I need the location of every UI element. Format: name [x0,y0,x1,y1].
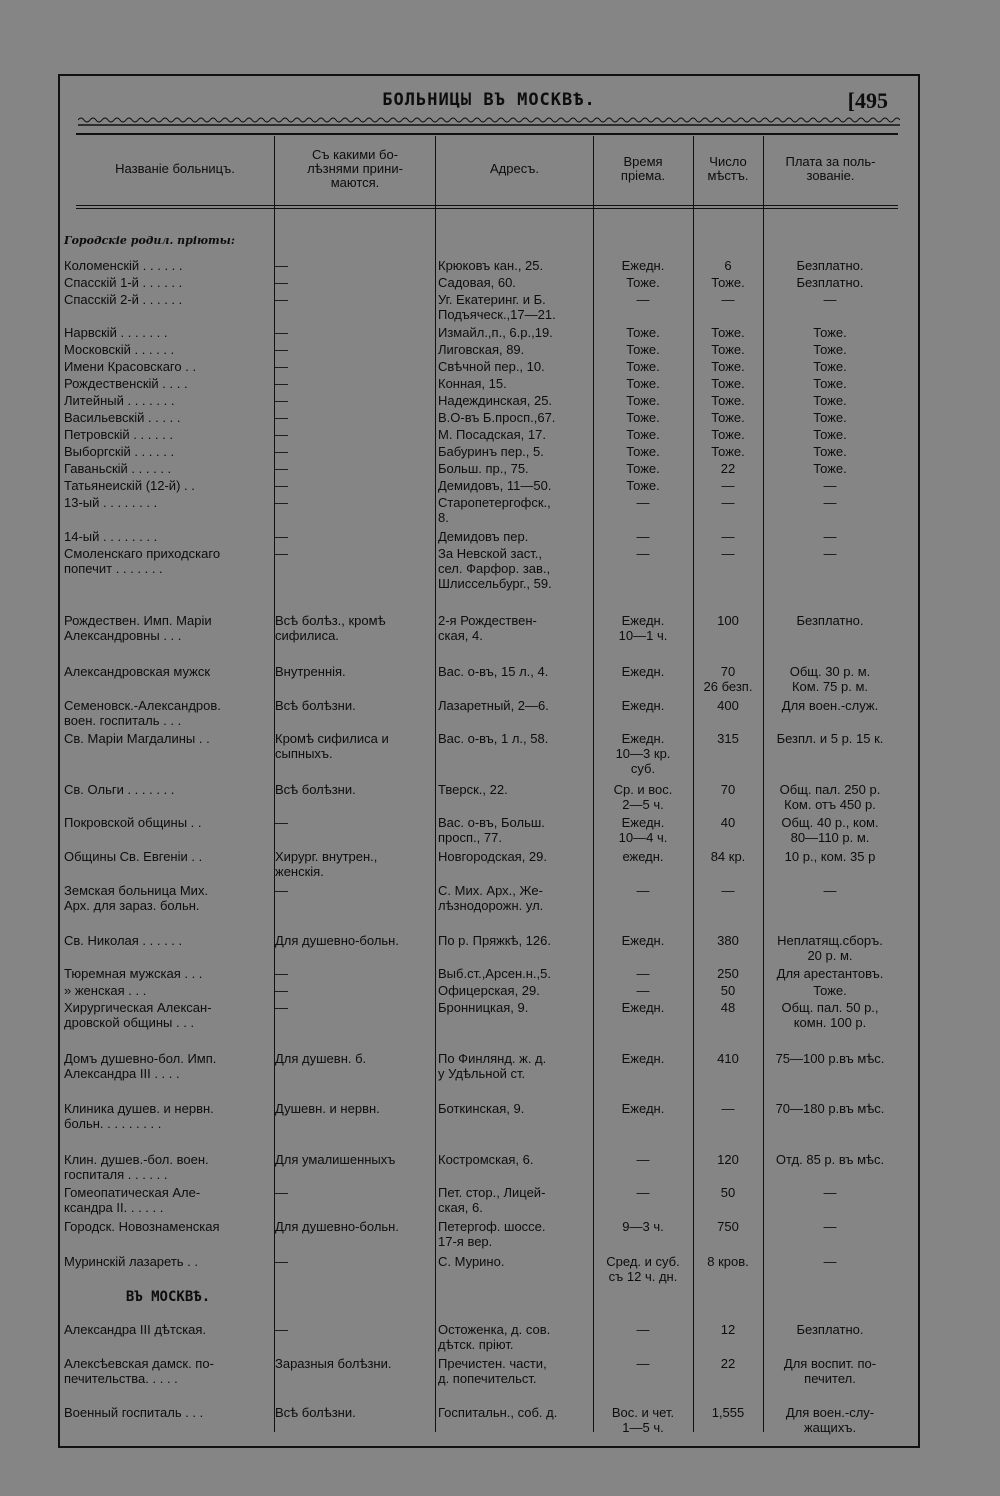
table-row-34-address: С. Мурино. [438,1254,505,1269]
table-row-20-address: Вас. о-въ, 1 л., 58. [438,731,549,746]
table-row-27-address: Офицерская, 29. [438,983,540,998]
table-row-20-admitted-diseases: Кромѣ сифилиса и сыпныхъ. [275,731,389,761]
table-row-10-address: М. Посадская, 17. [438,427,546,442]
table-row-18-address: Вас. о-въ, 15 л., 4. [438,664,549,679]
table-row-17-admitted-diseases: Всѣ болѣз., кромѣ сифилиса. [275,613,386,643]
table-row-21-address: Тверск., 22. [438,782,508,797]
table-row-3-address: Уг. Екатеринг. и Б. Подъяческ.,17—21. [438,292,556,322]
table-row-29-bed-count: 410 [717,1051,739,1066]
column-header-fee: Плата за поль- зованіе. [785,154,876,183]
table-row-12-address: Больш. пр., 75. [438,461,529,476]
table-row-9-reception-time: Тоже. [626,410,660,425]
table-row-16-admitted-diseases: — [275,546,288,561]
table-row-30-hospital-name: Клиника душев. и нервн. больн. . . . . . . . . [64,1101,214,1131]
table-row-14-fee: — [823,495,837,510]
table-row-23-fee: 10 р., ком. 35 р [784,849,876,864]
table-row-12-reception-time: Тоже. [626,461,660,476]
table-row-1-hospital-name: Коломенскій . . . . . . [64,258,183,273]
table-row-31-fee: Отд. 85 р. въ мѣс. [775,1152,885,1167]
table-row-18-reception-time: Ежедн. [621,664,665,679]
table-row-10-admitted-diseases: — [275,427,288,442]
table-row-6-admitted-diseases: — [275,359,288,374]
table-row-19-reception-time: Ежедн. [621,698,665,713]
table-row-10-fee: Тоже. [813,427,847,442]
table-row-34-admitted-diseases: — [275,1254,288,1269]
table-row-9-bed-count: Тоже. [711,410,745,425]
column-rule [593,136,594,1432]
table-row-32-bed-count: 50 [720,1185,736,1200]
table-row-36-reception-time: — [636,1356,650,1371]
table-row-19-admitted-diseases: Всѣ болѣзни. [275,698,356,713]
table-row-3-hospital-name: Спасскій 2-й . . . . . . [64,292,183,307]
table-row-34-reception-time: Сред. и суб. съ 12 ч. дн. [606,1254,680,1284]
table-row-18-hospital-name: Александровская мужск [64,664,211,679]
table-row-26-bed-count: 250 [717,966,739,981]
table-row-23-bed-count: 84 кр. [710,849,746,864]
table-row-28-bed-count: 48 [720,1000,736,1015]
table-row-12-hospital-name: Гаваньскій . . . . . . [64,461,172,476]
table-row-7-hospital-name: Рождественскій . . . . [64,376,188,391]
table-row-7-fee: Тоже. [813,376,847,391]
table-row-26-reception-time: — [636,966,650,981]
table-row-5-fee: Тоже. [813,342,847,357]
table-row-12-admitted-diseases: — [275,461,288,476]
table-row-11-fee: Тоже. [813,444,847,459]
table-row-9-address: В.О-въ Б.просп.,67. [438,410,556,425]
table-row-2-hospital-name: Спасскій 1-й . . . . . . [64,275,183,290]
table-row-3-bed-count: — [721,292,735,307]
column-header-address: Адресъ. [490,161,539,176]
table-row-1-bed-count: 6 [724,258,732,273]
table-row-5-admitted-diseases: — [275,342,288,357]
table-row-19-fee: Для воен.-служ. [781,698,879,713]
table-row-33-reception-time: 9—3 ч. [622,1219,664,1234]
table-row-2-bed-count: Тоже. [711,275,745,290]
table-row-36-fee: Для воспит. по- печител. [783,1356,877,1386]
table-row-20-fee: Безпл. и 5 р. 15 к. [776,731,884,746]
page-header [60,80,918,126]
table-row-21-fee: Общ. пал. 250 р. Ком. отъ 450 р. [779,782,881,812]
table-row-5-reception-time: Тоже. [626,342,660,357]
table-row-2-fee: Безплатно. [796,275,864,290]
table-row-21-reception-time: Ср. и вос. 2—5 ч. [613,782,673,812]
table-row-8-address: Надеждинская, 25. [438,393,553,408]
table-row-8-hospital-name: Литейный . . . . . . . [64,393,175,408]
table-row-17-reception-time: Ежедн. 10—1 ч. [618,613,668,643]
table-row-33-fee: — [823,1219,837,1234]
table-row-33-hospital-name: Городск. Новознаменская [64,1219,220,1234]
table-row-11-admitted-diseases: — [275,444,288,459]
table-row-26-hospital-name: Тюремная мужская . . . [64,966,203,981]
table-row-8-bed-count: Тоже. [711,393,745,408]
table-row-36-bed-count: 22 [720,1356,736,1371]
table-row-16-bed-count: — [721,546,735,561]
table-row-4-bed-count: Тоже. [711,325,745,340]
table-row-35-fee: Безплатно. [796,1322,864,1337]
table-row-16-reception-time: — [636,546,650,561]
table-row-24-bed-count: — [721,883,735,898]
table-row-37-reception-time: Вос. и чет. 1—5 ч. [611,1405,675,1435]
table-row-27-admitted-diseases: — [275,983,288,998]
table-row-21-bed-count: 70 [720,782,736,797]
table-row-22-admitted-diseases: — [275,815,288,830]
column-header-name: Названіе больницъ. [115,161,235,176]
table-row-6-reception-time: Тоже. [626,359,660,374]
table-row-32-admitted-diseases: — [275,1185,288,1200]
table-row-14-reception-time: — [636,495,650,510]
table-row-8-admitted-diseases: — [275,393,288,408]
table-row-34-fee: — [823,1254,837,1269]
table-row-28-reception-time: Ежедн. [621,1000,665,1015]
table-row-34-bed-count: 8 кров. [707,1254,749,1269]
table-row-6-bed-count: Тоже. [711,359,745,374]
table-row-25-fee: Неплатящ.сборъ. 20 р. м. [777,933,883,963]
table-row-15-reception-time: — [636,529,650,544]
table-row-24-address: С. Мих. Арх., Же- лѣзнодорожн. ул. [438,883,544,913]
table-row-37-bed-count: 1,555 [711,1405,745,1420]
table-row-15-fee: — [823,529,837,544]
table-row-3-reception-time: — [636,292,650,307]
table-row-35-hospital-name: Александра III дѣтская. [64,1322,207,1337]
table-row-7-address: Конная, 15. [438,376,507,391]
table-row-2-address: Садовая, 60. [438,275,516,290]
table-row-15-hospital-name: 14-ый . . . . . . . . [64,529,158,544]
table-row-11-reception-time: Тоже. [626,444,660,459]
table-row-2-admitted-diseases: — [275,275,288,290]
table-row-18-fee: Общ. 30 р. м. Ком. 75 р. м. [789,664,871,694]
table-row-23-admitted-diseases: Хирург. внутрен., женскія. [275,849,378,879]
table-row-20-hospital-name: Св. Маріи Магдалины . . [64,731,210,746]
table-row-11-bed-count: Тоже. [711,444,745,459]
table-row-18-admitted-diseases: Внутреннія. [275,664,346,679]
table-row-25-bed-count: 380 [717,933,739,948]
table-row-13-reception-time: Тоже. [626,478,660,493]
table-row-21-hospital-name: Св. Ольги . . . . . . . [64,782,175,797]
table-row-1-reception-time: Ежедн. [621,258,665,273]
table-row-31-admitted-diseases: Для умалишенныхъ [275,1152,396,1167]
table-row-16-hospital-name: Смоленскаго приходскаго попечит . . . . . . . [64,546,221,576]
table-row-20-bed-count: 315 [717,731,739,746]
table-row-35-address: Остоженка, д. сов. дѣтск. пріют. [438,1322,551,1352]
header-top-rule [76,133,898,135]
table-row-15-address: Демидовъ пер. [438,529,529,544]
table-row-7-reception-time: Тоже. [626,376,660,391]
table-row-11-address: Бабуринъ пер., 5. [438,444,544,459]
table-row-13-bed-count: — [721,478,735,493]
page-number: [495 [847,88,888,113]
table-row-37-admitted-diseases: Всѣ болѣзни. [275,1405,356,1420]
table-row-19-hospital-name: Семеновск.-Александров. воен. госпиталь . . . [64,698,221,728]
table-row-36-admitted-diseases: Заразныя болѣзни. [275,1356,392,1371]
table-row-35-bed-count: 12 [720,1322,736,1337]
column-header-time: Время пріема. [620,154,666,183]
table-row-2-reception-time: Тоже. [626,275,660,290]
page-title: БОЛЬНИЦЫ ВЪ МОСКВѢ. [382,90,596,110]
table-row-37-address: Госпитальн., соб. д. [438,1405,558,1420]
table-row-31-hospital-name: Клин. душев.-бол. воен. госпиталя . . . . . . [64,1152,209,1182]
table-row-6-fee: Тоже. [813,359,847,374]
table-row-33-admitted-diseases: Для душевно-больн. [275,1219,399,1234]
table-row-13-admitted-diseases: — [275,478,288,493]
table-row-31-bed-count: 120 [717,1152,739,1167]
decorative-wave-rule [78,116,900,126]
table-row-27-bed-count: 50 [720,983,736,998]
table-row-15-admitted-diseases: — [275,529,288,544]
table-row-8-fee: Тоже. [813,393,847,408]
table-row-22-hospital-name: Покровской общины . . [64,815,202,830]
table-row-31-reception-time: — [636,1152,650,1167]
table-row-17-hospital-name: Рождествен. Имп. Маріи Александровны . . . [64,613,212,643]
table-row-4-address: Измайл.,п., 6.р.,19. [438,325,553,340]
table-row-1-fee: Безплатно. [796,258,864,273]
table-row-29-hospital-name: Домъ душевно-бол. Имп. Александра III . . . . [64,1051,217,1081]
table-row-23-address: Новгородская, 29. [438,849,548,864]
table-row-6-address: Свѣчной пер., 10. [438,359,545,374]
table-row-10-bed-count: Тоже. [711,427,745,442]
table-row-21-admitted-diseases: Всѣ болѣзни. [275,782,356,797]
table-row-30-reception-time: Ежедн. [621,1101,665,1116]
table-row-22-address: Вас. о-въ, Больш. просп., 77. [438,815,545,845]
table-row-30-address: Боткинская, 9. [438,1101,525,1116]
table-row-37-fee: Для воен.-слу- жащихъ. [785,1405,875,1435]
table-row-30-bed-count: — [721,1101,735,1116]
table-row-4-admitted-diseases: — [275,325,288,340]
table-row-6-hospital-name: Имени Красовскаго . . [64,359,197,374]
table-row-29-admitted-diseases: Для душевн. б. [275,1051,367,1066]
table-row-29-fee: 75—100 р.въ мѣс. [775,1051,885,1066]
table-row-30-admitted-diseases: Душевн. и нервн. [275,1101,380,1116]
table-row-36-hospital-name: Алексѣевская дамск. по- печительства. . . . . [64,1356,214,1386]
section-heading-city-shelters: Городскіе родил. пріюты: [64,234,235,247]
table-row-26-address: Выб.ст.,Арсен.н.,5. [438,966,551,981]
table-row-5-address: Лиговская, 89. [438,342,525,357]
table-row-14-bed-count: — [721,495,735,510]
table-row-10-hospital-name: Петровскій . . . . . . [64,427,173,442]
table-row-34-hospital-name: Муринскій лазареть . . [64,1254,199,1269]
table-row-9-hospital-name: Васильевскій . . . . . [64,410,181,425]
table-row-28-admitted-diseases: — [275,1000,288,1015]
table-row-8-reception-time: Тоже. [626,393,660,408]
table-row-9-fee: Тоже. [813,410,847,425]
table-row-5-hospital-name: Московскій . . . . . . [64,342,175,357]
table-row-17-fee: Безплатно. [796,613,864,628]
table-row-1-address: Крюковъ кан., 25. [438,258,544,273]
table-row-13-hospital-name: Татьянеискій (12-й) . . [64,478,195,493]
table-row-3-admitted-diseases: — [275,292,288,307]
header-bottom-rule [76,205,898,206]
table-row-17-bed-count: 100 [717,613,739,628]
table-row-32-reception-time: — [636,1185,650,1200]
table-row-29-reception-time: Ежедн. [621,1051,665,1066]
table-row-29-address: По Финлянд. ж. д. у Удѣльной ст. [438,1051,547,1081]
column-header-diseases: Съ какими бо- лѣзнями прини- маются. [307,147,403,190]
table-row-22-reception-time: Ежедн. 10—4 ч. [618,815,668,845]
table-row-17-address: 2-я Рождествен- ская, 4. [438,613,537,643]
table-row-23-hospital-name: Общины Св. Евгеніи . . [64,849,203,864]
table-row-26-fee: Для арестантовъ. [776,966,884,981]
table-row-12-fee: Тоже. [813,461,847,476]
table-row-19-bed-count: 400 [717,698,739,713]
table-row-32-address: Пет. стор., Лицей- ская, 6. [438,1185,546,1215]
table-row-32-fee: — [823,1185,837,1200]
table-row-26-admitted-diseases: — [275,966,288,981]
table-row-10-reception-time: Тоже. [626,427,660,442]
table-row-33-address: Петергоф. шоссе. 17-я вер. [438,1219,546,1249]
section-heading-moscow: ВЪ МОСКВѢ. [125,1289,211,1305]
table-row-28-address: Бронницкая, 9. [438,1000,529,1015]
table-row-37-hospital-name: Военный госпиталь . . . [64,1405,204,1420]
table-row-9-admitted-diseases: — [275,410,288,425]
table-row-3-fee: — [823,292,837,307]
table-row-28-fee: Общ. пал. 50 р., комн. 100 р. [781,1000,879,1030]
table-row-19-address: Лазаретный, 2—6. [438,698,549,713]
table-row-27-reception-time: — [636,983,650,998]
table-row-16-address: За Невской заст., сел. Фарфор. зав., Шлиссельбург., 59. [438,546,552,591]
table-row-7-admitted-diseases: — [275,376,288,391]
table-row-20-reception-time: Ежедн. 10—3 кр. суб. [615,731,671,776]
table-row-23-reception-time: ежедн. [622,849,664,864]
table-row-27-fee: Тоже. [813,983,847,998]
column-header-places: Число мѣстъ. [707,154,749,183]
table-row-18-bed-count: 70 26 безп. [703,664,753,694]
table-row-31-address: Костромская, 6. [438,1152,534,1167]
table-row-25-admitted-diseases: Для душевно-больн. [275,933,399,948]
table-row-14-hospital-name: 13-ый . . . . . . . . [64,495,158,510]
column-rule [435,136,436,1432]
table-row-5-bed-count: Тоже. [711,342,745,357]
table-row-22-fee: Общ. 40 р., ком. 80—110 р. м. [781,815,879,845]
table-row-1-admitted-diseases: — [275,258,288,273]
table-row-35-admitted-diseases: — [275,1322,288,1337]
table-row-14-admitted-diseases: — [275,495,288,510]
table-row-24-admitted-diseases: — [275,883,288,898]
table-row-13-address: Демидовъ, 11—50. [438,478,552,493]
table-row-30-fee: 70—180 р.въ мѣс. [775,1101,885,1116]
table-row-27-hospital-name: » женская . . . [64,983,147,998]
table-row-13-fee: — [823,478,837,493]
table-row-25-address: По р. Пряжкѣ, 126. [438,933,551,948]
table-row-36-address: Пречистен. части, д. попечительст. [438,1356,547,1386]
table-row-32-hospital-name: Гомеопатическая Але- ксандра II. . . . . . [64,1185,201,1215]
table-row-4-fee: Тоже. [813,325,847,340]
table-row-14-address: Старопетергофск., 8. [438,495,551,525]
table-row-11-hospital-name: Выборгскій . . . . . . [64,444,175,459]
table-row-7-bed-count: Тоже. [711,376,745,391]
table-row-25-hospital-name: Св. Николая . . . . . . [64,933,183,948]
table-row-4-hospital-name: Нарвскій . . . . . . . [64,325,168,340]
table-row-4-reception-time: Тоже. [626,325,660,340]
table-row-25-reception-time: Ежедн. [621,933,665,948]
table-row-24-hospital-name: Земская больница Мих. Арх. для зараз. больн. [64,883,209,913]
table-row-16-fee: — [823,546,837,561]
table-row-22-bed-count: 40 [720,815,736,830]
table-row-12-bed-count: 22 [720,461,736,476]
table-row-24-reception-time: — [636,883,650,898]
table-row-33-bed-count: 750 [717,1219,739,1234]
table-row-15-bed-count: — [721,529,735,544]
table-row-24-fee: — [823,883,837,898]
table-row-28-hospital-name: Хирургическая Алексан- дровской общины . . . [64,1000,212,1030]
header-bottom-rule-2 [76,208,898,209]
table-row-35-reception-time: — [636,1322,650,1337]
